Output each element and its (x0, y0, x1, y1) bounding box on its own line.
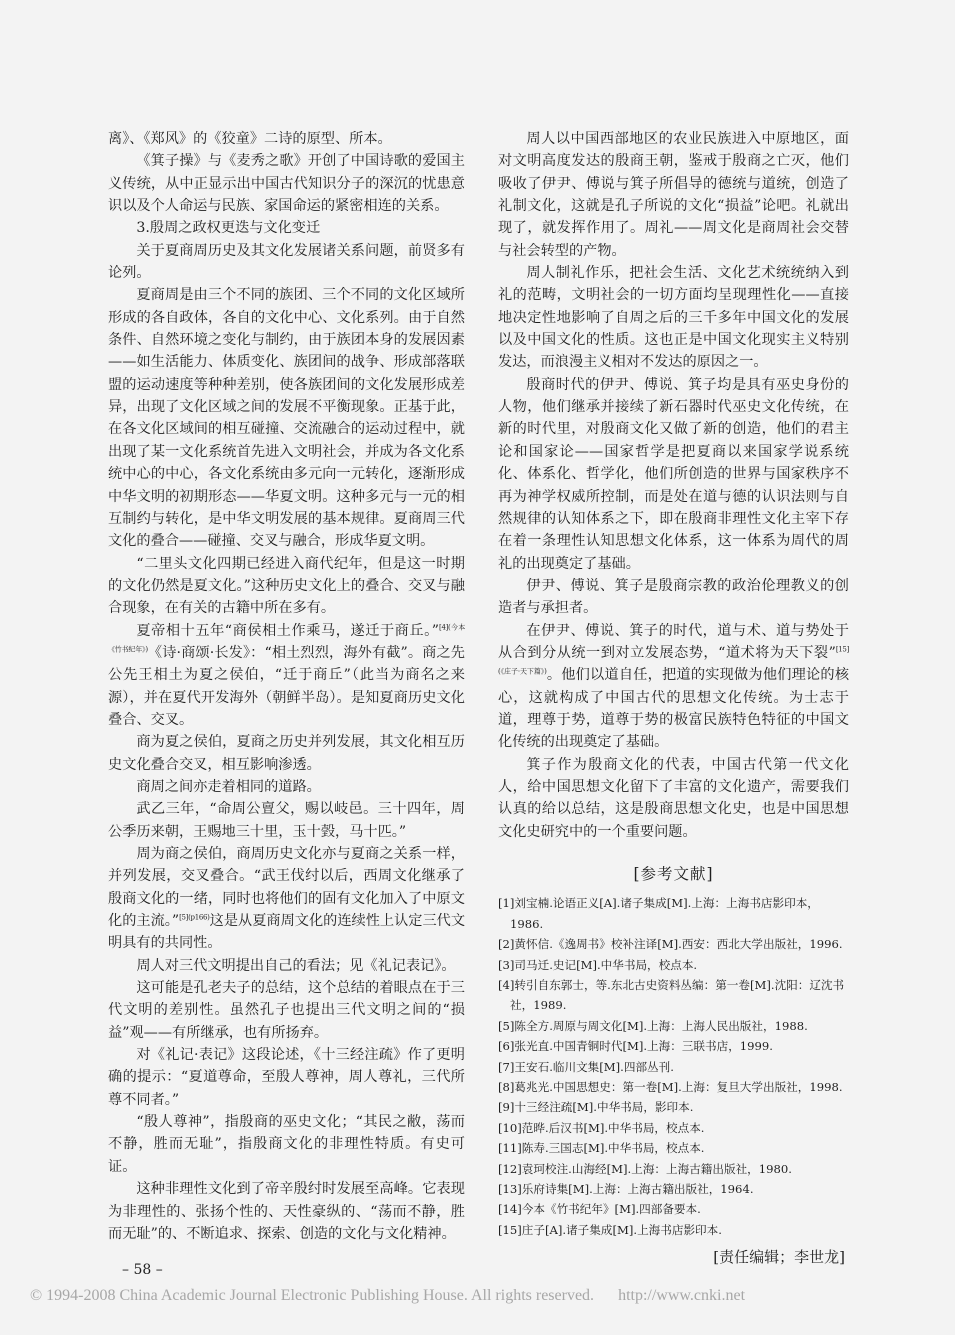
body-paragraph: 离》、《郑风》的《狡童》二诗的原型、所本。 (108, 131, 392, 147)
editor-credit: [责任编辑；李世龙] (713, 1248, 845, 1267)
right-paragraphs (498, 128, 849, 620)
copyright-text: © 1994-2008 China Academic Journal Electronic Publishing House. All rights reserved. (30, 1287, 595, 1304)
body-paragraph: 这可能是孔老夫子的总结，这个总结的着眼点在于三代文明的差别性。虽然孔子也提出三代文明之间的“损益”观——有所继承，也有所扬弃。 (108, 980, 465, 1041)
body-paragraph: 关于夏商周历史及其文化发展诸关系问题，前贤多有论列。 (108, 242, 465, 282)
body-paragraph: 3.殷周之政权更迭与文化变迁 (136, 220, 321, 237)
paragraph-text: 夏帝相十五年“商侯相土作乘马，遂迁于商丘。” (136, 622, 440, 639)
reference-item: [13]乐府诗集[M].上海：上海古籍出版社，1964. (498, 1182, 754, 1197)
body-paragraph: 伊尹、傅说、箕子是殷商宗教的政治伦理教义的创造者与承担者。 (498, 577, 849, 617)
reference-list (498, 893, 849, 1240)
paragraph-text: 《诗·商颂·长发》：“相土烈烈，海外有截”。商之先公先王相土为夏之侯伯，“迁于商丘”（此当为商名之来源），并在夏代开发海外（朝鲜半岛）。是知夏商历史文化叠合、交叉。 (108, 644, 465, 728)
body-paragraph: 商为夏之侯伯，夏商之历史并列发展，其文化相互历史文化叠合交叉，相互影响渗透。 (108, 734, 465, 773)
body-paragraph: 箕子作为殷商文化的代表，中国古代第一代文化人，给中国思想文化留下了丰富的文化遗产，需要我们认真的给以总结，这是殷商思想文化史，也是中国思想文化史研究中的一个重要问题。 (498, 756, 849, 840)
reference-item: [5]陈全方.周原与周文化[M].上海：上海人民出版社，1988. (498, 1018, 808, 1033)
body-paragraph: “殷人尊神”，指殷商的巫史文化；“其民之敝，荡而不静，胜而无耻”，指殷商文化的非理性特质。有史可证。 (108, 1114, 465, 1175)
reference-item: [14]今本《竹书纪年》[M].四部备要本. (498, 1202, 701, 1217)
right-column (498, 128, 849, 1269)
body-paragraph: 这种非理性文化到了帝辛殷纣时发展至高峰。它表现为非理性的、张扬个性的、天性豪纵的、“荡而不静，胜而无耻”的、不断追求、探索、创造的文化与文化精神。 (108, 1181, 465, 1242)
body-paragraph-xiang (108, 620, 465, 732)
reference-item: [7]王安石.临川文集[M].四部丛刊. (498, 1059, 674, 1074)
page-number: – 58 – (122, 1262, 163, 1278)
reference-item: [12]袁珂校注.山海经[M].上海：上海古籍出版社，1980. (498, 1161, 792, 1176)
reference-item: [11]陈寿.三国志[M].中华书局，校点本. (498, 1141, 705, 1156)
reference-item: [15]庄子[A].诸子集成[M].上海书店影印本. (498, 1222, 722, 1237)
paragraph-text: 。他们以道自任，把道的实现做为他们理论的核心，这就构成了中国古代的思想文化传统。为士志于道，理尊于势，道尊于势的极富民族特色特征的中国文化传统的出现奠定了基础。 (498, 667, 850, 751)
reference-item: [6]张光直.中国青铜时代[M].上海：三联书店，1999. (498, 1039, 773, 1054)
reference-item: [3]司马迁.史记[M].中华书局，校点本. (498, 957, 698, 972)
reference-item: [9]十三经注疏[M].中华书局，影印本. (498, 1100, 694, 1115)
body-paragraph: 周人对三代文明提出自己的看法；见《礼记表记》。 (136, 957, 456, 974)
citation-marker: [4](今本《竹书纪年》) (108, 622, 465, 654)
reference-item: [8]葛兆光.中国思想史：第一卷[M].上海：复旦大学出版社，1998. (498, 1080, 843, 1094)
body-paragraph-zhou (108, 843, 465, 955)
reference-item: [1]刘宝楠.论语正义[A].诸子集成[M].上海：上海书店影印本，1986. (498, 896, 819, 931)
body-paragraph: 殷商时代的伊尹、傅说、箕子均是具有巫史身份的人物，他们继承并接续了新石器时代巫史文化传统，在新的时代里，对殷商文化又做了新的创造，他们的君主论和国家论——国家哲学是把夏商以来国家学说系统化、体系化、哲学化，他们所创造的世界与国家秩序不再为神学权威所控制，而是处在道与德的认识法则与自然规律的认知体系之下，即在殷商非理性文化主宰下存在着一条理性认知思想文化体系，这一体系为周代的周礼的出现奠定了基础。 (498, 376, 849, 572)
citation-marker: [15](《庄子·天下篇》) (498, 645, 849, 676)
left-paragraphs-mid (108, 731, 465, 843)
right-paragraphs-end (498, 754, 849, 843)
copyright-footer (30, 1287, 930, 1305)
footer-url: http://www.cnki.net (618, 1287, 746, 1304)
citation-marker: [5](p166) (179, 913, 210, 922)
left-paragraphs-end (108, 955, 465, 1245)
left-column (108, 128, 465, 1245)
paragraph-text: 在伊尹、傅说、箕子的时代，道与术、道与势处于从合到分从统一到对立发展态势，“道术将为天下裂” (498, 622, 849, 661)
body-paragraph: 武乙三年，“命周公亶父，赐以岐邑。三十四年，周公季历来朝，王赐地三十里，玉十瑴，马十匹。” (108, 801, 465, 840)
body-paragraph: 《箕子操》与《麦秀之歌》开创了中国诗歌的爱国主义传统，从中正显示出中国古代知识分子的深沉的忧患意识以及个人命运与民族、家国命运的紧密相连的关系。 (108, 153, 465, 215)
paragraph-text: 这是从夏商周文化的连续性上认定三代文明具有的共同性。 (108, 913, 466, 952)
paragraph-text: 周为商之侯伯，商周历史文化亦与夏商之关系一样，并列发展，交叉叠合。“武王伐纣以后，西周文化继承了殷商文化的一绪，同时也将他们的固有文化加入了中原文化的主流。” (108, 846, 465, 930)
body-paragraph: 周人制礼作乐，把社会生活、文化艺术统统纳入到礼的范畴，文明社会的一切方面均呈现理性化——直接地决定性地影响了自周之后的三千多年中国文化的发展以及中国文化的性质。这也正是中国文化现实主义特别发达，而浪漫主义相对不发达的原因之一。 (498, 265, 849, 371)
left-paragraphs-top (108, 128, 465, 620)
body-paragraph: 商周之间亦走着相同的道路。 (136, 778, 321, 795)
reference-item: [2]黄怀信.《逸周书》校补注译[M].西安：西北大学出版社，1996. (498, 937, 843, 952)
body-paragraph-dao (498, 620, 849, 754)
body-paragraph: 周人以中国西部地区的农业民族进入中原地区，面对文明高度发达的殷商王朝，鉴戒于殷商之亡灭，他们吸收了伊尹、傅说与箕子所倡导的德统与道统，创造了礼制文化，这就是孔子所说的文化“损益”论吧。礼就出现了，就发挥作用了。周礼——周文化是商周社会交替与社会转型的产物。 (498, 131, 849, 259)
reference-item: [10]范晔.后汉书[M].中华书局，校点本. (498, 1120, 705, 1135)
body-paragraph: 对《礼记·表记》这段论述，《十三经注疏》作了更明确的提示：“夏道尊命，至殷人尊神，周人尊礼，三代所尊不同者。” (108, 1047, 465, 1108)
reference-item: [4]转引自东郭士，等.东北古史资料丛编：第一卷[M].沈阳：辽沈书社，1989. (498, 977, 845, 1013)
references-heading: [参考文献] (633, 865, 714, 883)
body-paragraph: “二里头文化四期已经进入商代纪年，但是这一时期的文化仍然是夏文化。”这种历史文化上的叠合、交叉与融合现象，在有关的古籍中所在多有。 (108, 555, 465, 617)
body-paragraph: 夏商周是由三个不同的族团、三个不同的文化区域所形成的各自政体，各自的文化中心、文化系列。由于自然条件、自然环境之变化与制约，由于族团本身的发展因素——如生活能力、体质变化、族团间的战争、形成部落联盟的运动速度等种种差别，使各族团间的文化发展形成差异，出现了文化区域之间的发展不平衡现象。正基于此，在各文化区域间的相互碰撞、交流融合的运动过程中，就出现了某一文化系统首先进入文明社会，并成为各文化系统中心的中心，各文化系统由多元向一元转化，逐渐形成中华文明的初期形态——华夏文明。这种多元与一元的相互制约与转化，是中华文明发展的基本规律。夏商周三代文化的叠合——碰撞、交叉与融合，形成华夏文明。 (108, 287, 465, 550)
